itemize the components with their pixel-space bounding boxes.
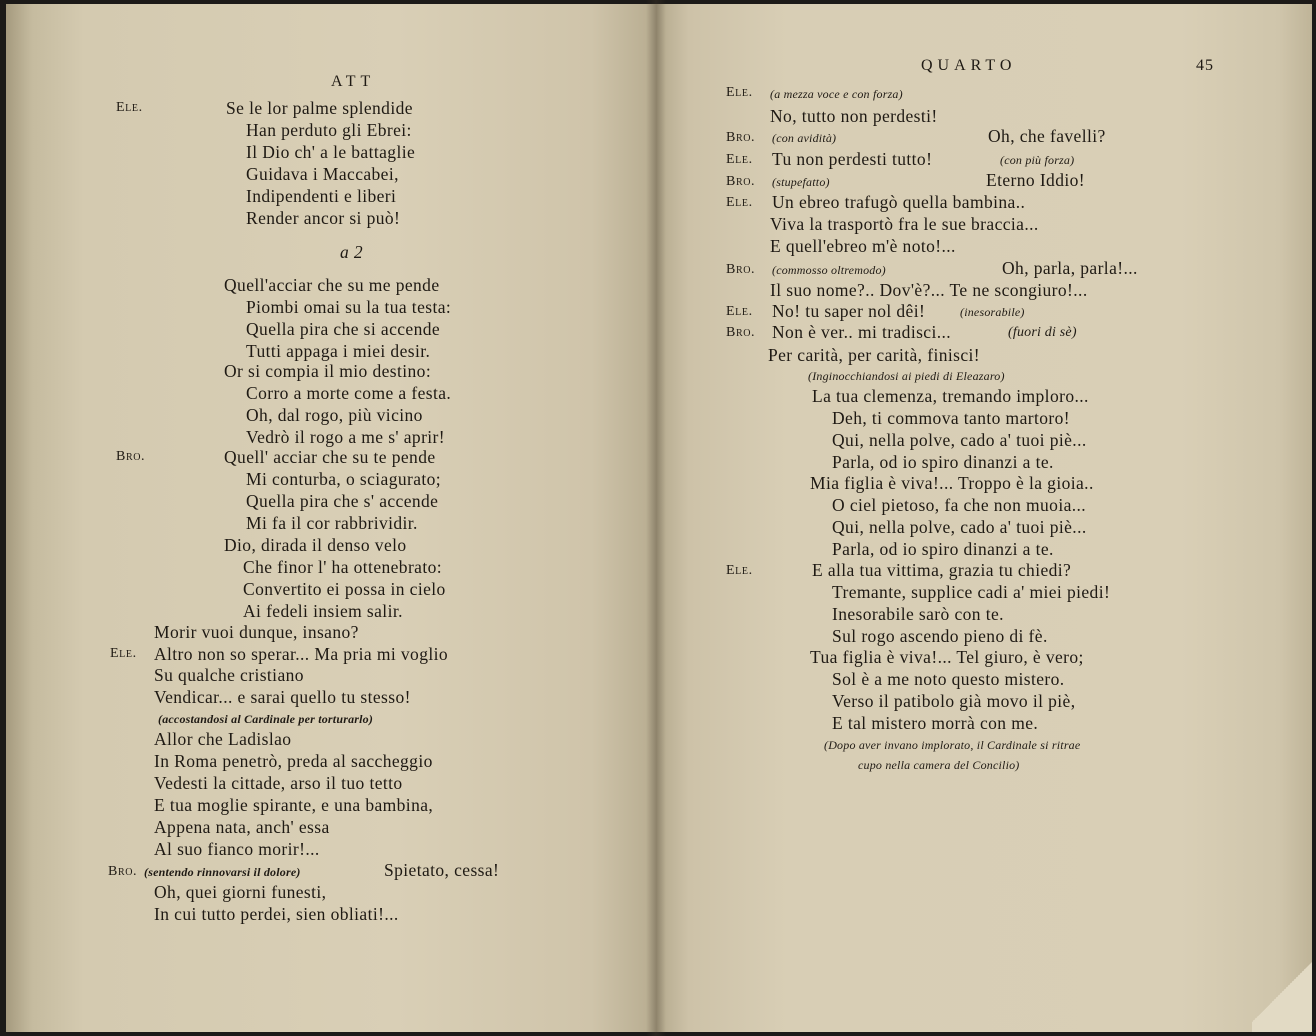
stage-direction: (con avidità): [772, 131, 837, 145]
book-spine: [646, 0, 666, 1036]
verse-line: Quella pira che si accende: [246, 319, 441, 339]
verse-line: Al suo fianco morir!...: [154, 839, 320, 859]
page-number: 45: [1196, 57, 1214, 74]
verse-line: Ai fedeli insiem salir.: [243, 601, 403, 621]
verse-line: Deh, ti commova tanto martoro!: [832, 408, 1070, 428]
speaker-label: Bro.: [116, 449, 146, 464]
verse-line: In Roma penetrò, preda al saccheggio: [154, 751, 433, 771]
right-page: [656, 4, 1312, 1032]
stage-direction: (commosso oltremodo): [772, 263, 886, 277]
speaker-label: Ele.: [726, 304, 753, 319]
verse-line: Appena nata, anch' essa: [154, 817, 330, 837]
verse-line: Quell'acciar che su me pende: [224, 275, 440, 295]
stage-direction: (Dopo aver invano implorato, il Cardinale si ritrae: [824, 738, 1081, 752]
verse-line: E quell'ebreo m'è noto!...: [770, 236, 956, 256]
verse-line: Altro non so sperar... Ma pria mi voglio: [154, 644, 449, 664]
verse-line: Vedesti la cittade, arso il tuo tetto: [154, 773, 403, 793]
verse-line: Piombi omai su la tua testa:: [246, 297, 452, 317]
verse-line: Qui, nella polve, cado a' tuoi piè...: [832, 430, 1087, 450]
verse-line: Tremante, supplice cadi a' miei piedi!: [832, 582, 1111, 602]
verse-line: Se le lor palme splendide: [226, 98, 413, 118]
verse-line: Guidava i Maccabei,: [246, 164, 399, 184]
verse-line: In cui tutto perdei, sien obliati!...: [154, 904, 399, 924]
verse-line: Mia figlia è viva!... Troppo è la gioia..: [810, 473, 1094, 493]
speaker-label: Ele.: [726, 152, 753, 167]
verse-line: Convertito ei possa in cielo: [243, 579, 446, 599]
verse-line: Quell' acciar che su te pende: [224, 447, 436, 467]
verse-line: Sul rogo ascendo pieno di fè.: [832, 626, 1048, 646]
verse-line: Corro a morte come a festa.: [246, 383, 452, 403]
verse-line: Mi fa il cor rabbrividir.: [246, 513, 418, 533]
speaker-label: Bro.: [726, 130, 756, 145]
running-header-left: ATT: [331, 73, 376, 90]
verse-line: Mi conturba, o sciagurato;: [246, 469, 442, 489]
stage-direction: (con più forza): [1000, 153, 1075, 167]
verse-line: Inesorabile sarò con te.: [832, 604, 1004, 624]
stage-direction: (sentendo rinnovarsi il dolore): [144, 865, 301, 879]
speaker-label: Ele.: [726, 563, 753, 578]
speaker-label: Bro.: [726, 174, 756, 189]
verse-line: Vedrò il rogo a me s' aprir!: [246, 427, 446, 447]
speaker-label: Ele.: [726, 85, 753, 100]
verse-line: Quella pira che s' accende: [246, 491, 439, 511]
verse-line: Vendicar... e sarai quello tu stesso!: [154, 687, 411, 707]
verse-line: Tutti appaga i miei desir.: [246, 341, 431, 361]
stage-direction: (fuori di sè): [1008, 325, 1077, 340]
verse-line: Tu non perdesti tutto!: [772, 149, 933, 169]
verse-line: E alla tua vittima, grazia tu chiedi?: [812, 560, 1072, 580]
stage-direction: (stupefatto): [772, 175, 830, 189]
verse-line: Qui, nella polve, cado a' tuoi piè...: [832, 517, 1087, 537]
speaker-label: Ele.: [116, 100, 143, 115]
verse-line: E tua moglie spirante, e una bambina,: [154, 795, 434, 815]
speaker-label: Bro.: [726, 325, 756, 340]
verse-line: Render ancor si può!: [246, 208, 401, 228]
verse-line: Verso il patibolo già movo il piè,: [832, 691, 1076, 711]
verse-line: Su qualche cristiano: [154, 665, 304, 685]
verse-line: No, tutto non perdesti!: [770, 106, 938, 126]
verse-line: Il suo nome?.. Dov'è?... Te ne scongiuro!...: [770, 280, 1088, 300]
verse-line: Oh, quei giorni funesti,: [154, 882, 327, 902]
verse-line: Per carità, per carità, finisci!: [768, 345, 980, 365]
verse-line: Indipendenti e liberi: [246, 186, 397, 206]
verse-line: Viva la trasportò fra le sue braccia...: [770, 214, 1039, 234]
running-header-right: QUARTO: [921, 57, 1017, 74]
left-page: [6, 4, 656, 1032]
speaker-label: Ele.: [726, 195, 753, 210]
verse-line: O ciel pietoso, fa che non muoia...: [832, 495, 1087, 515]
speaker-label: Bro.: [726, 262, 756, 277]
verse-line: Non è ver.. mi tradisci...: [772, 322, 952, 342]
speaker-label: Ele.: [110, 646, 137, 661]
verse-line: Han perduto gli Ebrei:: [246, 120, 412, 140]
verse-line: Parla, od io spiro dinanzi a te.: [832, 539, 1054, 559]
stage-direction: (Inginocchiandosi ai piedi di Eleazaro): [808, 369, 1005, 383]
verse-line: Tua figlia è viva!... Tel giuro, è vero;: [810, 647, 1084, 667]
verse-line: Dio, dirada il denso velo: [224, 535, 407, 555]
stage-direction: (inesorabile): [960, 305, 1025, 319]
stage-direction: (a mezza voce e con forza): [770, 87, 903, 101]
verse-line: La tua clemenza, tremando imploro...: [812, 386, 1089, 406]
verse-line: E tal mistero morrà con me.: [832, 713, 1039, 733]
stage-direction: cupo nella camera del Concilio): [858, 758, 1020, 772]
verse-line: No! tu saper nol dêi!: [772, 301, 926, 321]
verse-line: Un ebreo trafugò quella bambina..: [772, 192, 1026, 212]
section-label: a 2: [340, 242, 364, 262]
verse-line: Parla, od io spiro dinanzi a te.: [832, 452, 1054, 472]
page-corner: [1252, 952, 1312, 1032]
verse-line: Allor che Ladislao: [154, 729, 292, 749]
verse-line: Oh, dal rogo, più vicino: [246, 405, 423, 425]
verse-line: Eterno Iddio!: [986, 170, 1085, 190]
verse-line: Sol è a me noto questo mistero.: [832, 669, 1065, 689]
verse-line: Il Dio ch' a le battaglie: [246, 142, 416, 162]
verse-line: Or si compia il mio destino:: [224, 361, 432, 381]
speaker-label: Bro.: [108, 864, 138, 879]
verse-line: Morir vuoi dunque, insano?: [154, 622, 359, 642]
stage-direction: (accostandosi al Cardinale per torturarlo): [158, 712, 374, 726]
verse-line: Oh, parla, parla!...: [1002, 258, 1138, 278]
verse-line: Che finor l' ha ottenebrato:: [243, 557, 443, 577]
verse-line: Spietato, cessa!: [384, 860, 500, 880]
verse-line: Oh, che favelli?: [988, 126, 1106, 146]
